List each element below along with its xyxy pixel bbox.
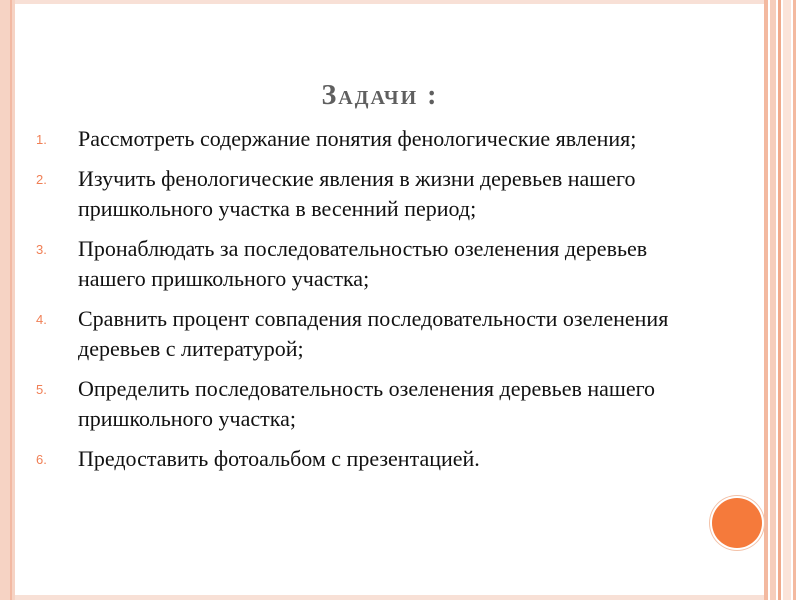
- task-number: 1.: [36, 132, 47, 147]
- task-text: Определить последовательность озеленения деревьев нашего пришкольного участка;: [78, 376, 656, 431]
- accent-circle: [712, 498, 762, 548]
- task-text: Изучить фенологические явления в жизни деревьев нашего пришкольного участка в весенний период;: [78, 166, 636, 221]
- right-stripe: [783, 0, 791, 600]
- task-text: Рассмотреть содержание понятия фенологические явления;: [78, 126, 637, 151]
- task-list: [36, 124, 716, 484]
- right-stripe: [770, 0, 776, 600]
- task-item: [36, 304, 716, 364]
- task-number: 6.: [36, 452, 47, 467]
- slide-title: Задачи :: [321, 80, 439, 111]
- left-frame-line: [10, 0, 12, 600]
- right-stripe: [764, 0, 768, 600]
- task-text: Предоставить фотоальбом с презентацией.: [78, 446, 480, 471]
- task-item: [36, 164, 716, 224]
- task-number: 4.: [36, 312, 47, 327]
- task-text: Сравнить процент совпадения последовательности озеленения деревьев с литературой;: [78, 306, 669, 361]
- right-stripe: [793, 0, 796, 600]
- bottom-frame-border: [15, 595, 765, 600]
- right-stripes-border: [764, 0, 800, 600]
- task-text: Пронаблюдать за последовательностью озеленения деревьев нашего пришкольного участка;: [78, 236, 648, 291]
- left-frame-border: [0, 0, 15, 600]
- task-number: 5.: [36, 382, 47, 397]
- task-number: 3.: [36, 242, 47, 257]
- task-item: [36, 124, 716, 154]
- task-item: [36, 444, 716, 474]
- task-item: [36, 374, 716, 434]
- right-stripe: [778, 0, 781, 600]
- task-number: 2.: [36, 172, 47, 187]
- task-item: [36, 234, 716, 294]
- top-frame-border: [15, 0, 765, 4]
